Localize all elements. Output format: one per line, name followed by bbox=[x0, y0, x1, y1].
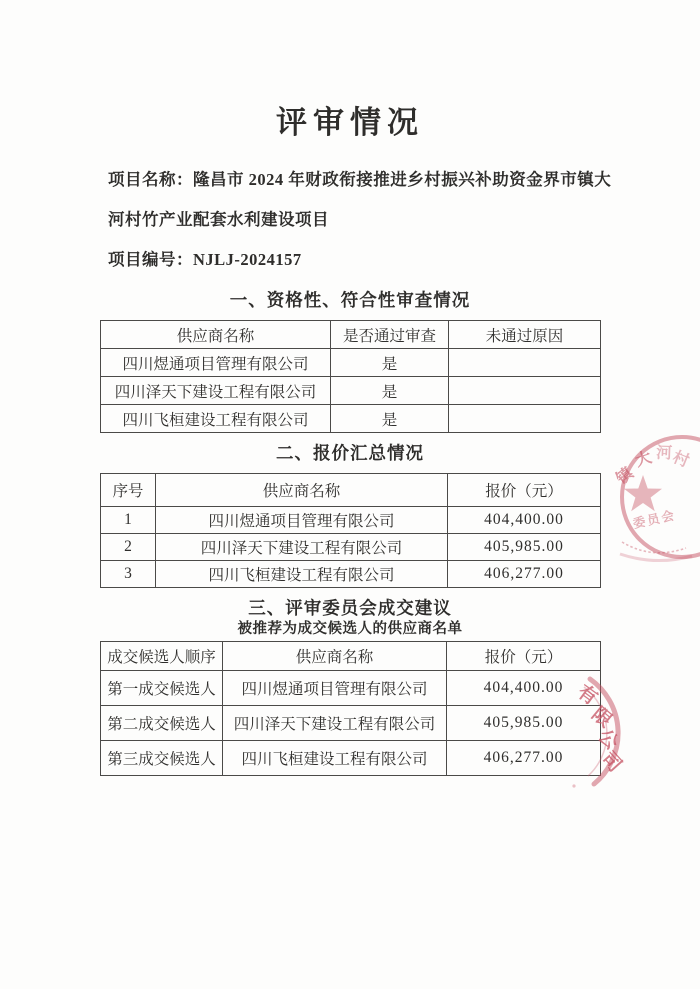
column-header: 是否通过审查 bbox=[331, 321, 449, 349]
table-cell: 四川煜通项目管理有限公司 bbox=[101, 349, 331, 377]
project-name-line1: 项目名称：隆昌市 2024 年财政衔接推进乡村振兴补助资金界市镇大 bbox=[108, 170, 612, 189]
seal-text: 有 bbox=[573, 681, 602, 710]
table-row bbox=[101, 561, 601, 588]
column-header: 报价（元） bbox=[448, 474, 601, 507]
table-cell: 四川泽天下建设工程有限公司 bbox=[156, 534, 448, 561]
table-row bbox=[101, 534, 601, 561]
star-icon bbox=[624, 475, 662, 511]
section1-heading: 一、资格性、符合性审查情况 bbox=[229, 290, 471, 310]
column-header: 供应商名称 bbox=[223, 642, 447, 671]
table-cell: 406,277.00 bbox=[447, 741, 601, 776]
seal-text: 河 bbox=[655, 444, 673, 463]
table-cell: 405,985.00 bbox=[448, 534, 601, 561]
seal-text: 委员会 bbox=[631, 508, 678, 531]
qualification-review-table bbox=[100, 320, 601, 433]
table-cell: 四川煜通项目管理有限公司 bbox=[156, 507, 448, 534]
table-cell: 是 bbox=[331, 377, 449, 405]
seal-text: 公 bbox=[593, 725, 622, 755]
column-header: 成交候选人顺序 bbox=[101, 642, 223, 671]
seal-text: 镇 bbox=[613, 464, 637, 489]
table-cell bbox=[449, 405, 601, 433]
table-row bbox=[101, 671, 601, 706]
column-header: 供应商名称 bbox=[156, 474, 448, 507]
table-header-row bbox=[101, 642, 601, 671]
table-row bbox=[101, 507, 601, 534]
document-title: 评审情况 bbox=[276, 105, 424, 140]
table-row bbox=[101, 706, 601, 741]
column-header: 供应商名称 bbox=[101, 321, 331, 349]
column-header: 未通过原因 bbox=[449, 321, 601, 349]
seal-text: 限 bbox=[587, 703, 616, 732]
table-cell: 第二成交候选人 bbox=[101, 706, 223, 741]
table-cell: 405,985.00 bbox=[447, 706, 601, 741]
table-header-row bbox=[101, 321, 601, 349]
table-row bbox=[101, 349, 601, 377]
table-row bbox=[101, 377, 601, 405]
seal-text: 村 bbox=[670, 448, 692, 471]
quotation-summary-table bbox=[100, 473, 601, 588]
table-cell: 2 bbox=[101, 534, 156, 561]
table-cell: 四川泽天下建设工程有限公司 bbox=[101, 377, 331, 405]
table-cell: 四川飞桓建设工程有限公司 bbox=[156, 561, 448, 588]
table-cell: 四川飞桓建设工程有限公司 bbox=[101, 405, 331, 433]
project-name-line2: 河村竹产业配套水利建设项目 bbox=[108, 210, 329, 229]
table-cell: 四川飞桓建设工程有限公司 bbox=[223, 741, 447, 776]
table-cell: 406,277.00 bbox=[448, 561, 601, 588]
table-cell: 是 bbox=[331, 405, 449, 433]
section2-heading: 二、报价汇总情况 bbox=[276, 443, 424, 463]
table-cell: 是 bbox=[331, 349, 449, 377]
table-row bbox=[101, 405, 601, 433]
table-cell: 第一成交候选人 bbox=[101, 671, 223, 706]
section3-heading: 三、评审委员会成交建议 bbox=[248, 598, 452, 618]
table-cell bbox=[449, 377, 601, 405]
column-header: 报价（元） bbox=[447, 642, 601, 671]
table-cell: 1 bbox=[101, 507, 156, 534]
table-header-row bbox=[101, 474, 601, 507]
table-cell: 404,400.00 bbox=[447, 671, 601, 706]
table-cell: 3 bbox=[101, 561, 156, 588]
section3-subheading: 被推荐为成交候选人的供应商名单 bbox=[237, 621, 463, 637]
seal-text: 大 bbox=[633, 449, 654, 471]
table-cell: 四川泽天下建设工程有限公司 bbox=[223, 706, 447, 741]
seal-text: 司 bbox=[596, 748, 626, 777]
table-row bbox=[101, 741, 601, 776]
table-cell: 第三成交候选人 bbox=[101, 741, 223, 776]
table-cell: 四川煜通项目管理有限公司 bbox=[223, 671, 447, 706]
table-cell bbox=[449, 349, 601, 377]
column-header: 序号 bbox=[101, 474, 156, 507]
project-number: 项目编号：NJLJ-2024157 bbox=[108, 250, 302, 269]
award-candidates-table bbox=[100, 641, 601, 776]
table-cell: 404,400.00 bbox=[448, 507, 601, 534]
